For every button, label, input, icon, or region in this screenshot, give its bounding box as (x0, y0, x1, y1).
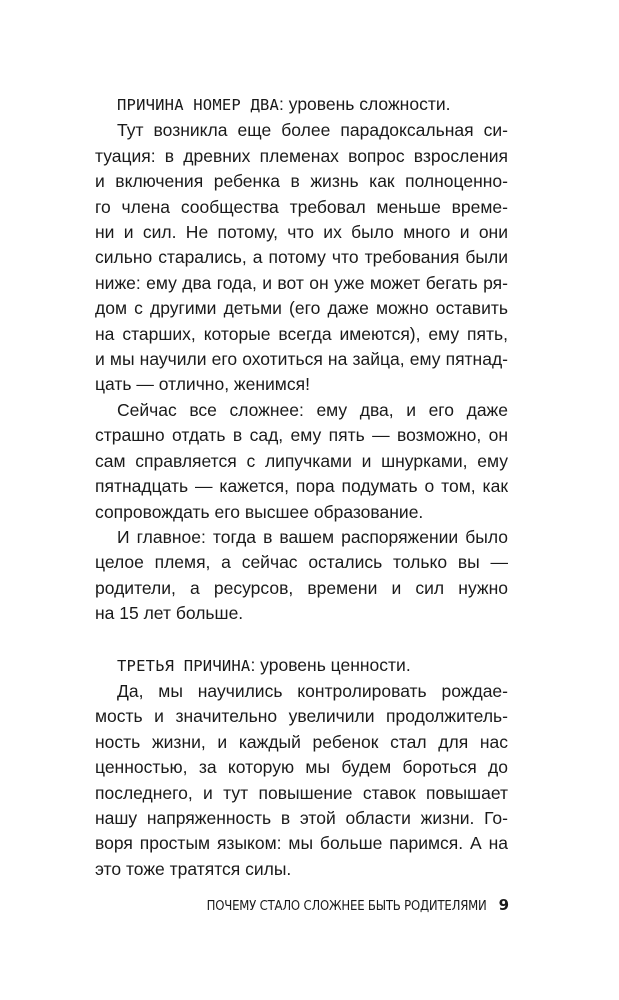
paragraph (95, 118, 508, 397)
text-line: ценностью, за которую мы будем бороться до (95, 757, 508, 778)
paragraph (95, 679, 508, 882)
text-line: целое племя, а сейчас остались только вы — (95, 552, 508, 573)
text-line: И главное: тогда в вашем распоряжении было (117, 526, 508, 547)
section-reason-three (95, 653, 508, 883)
text-column (95, 92, 508, 882)
text-line: го члена сообщества требовал меньше време- (95, 196, 508, 217)
text-line: Да, мы научились контролировать рождае- (117, 680, 508, 701)
text-line: сам справляется с липучками и шнурками, ему (95, 450, 508, 471)
text-line: Сейчас все сложнее: ему два, и его даже (117, 399, 508, 420)
text-line: на 15 лет больше. (95, 603, 244, 624)
text-line: ность жизни, и каждый ребенок стал для нас (95, 731, 508, 752)
text-line: и мы научили его охотиться на зайца, ему пятнад- (95, 349, 508, 370)
page-footer (207, 896, 509, 914)
text-line: на старших, которые всегда имеются), ему пять, (95, 323, 508, 344)
section-reason-two (95, 92, 508, 627)
text-line: Тут возникла еще более парадоксальная си- (117, 120, 508, 141)
text-line: нашу напряженность в этой области жизни. Го- (95, 807, 508, 828)
text-line: туация: в древних племенах вопрос взросления (95, 145, 508, 166)
text-line: это тоже тратятся силы. (95, 858, 292, 879)
heading-label: ПРИЧИНА НОМЕР ДВА (117, 96, 280, 114)
text-line: ни и сил. Не потому, что их было много и они (95, 222, 508, 243)
text-line: цать — отлично, женимся! (95, 374, 310, 395)
running-title: ПОЧЕМУ СТАЛО СЛОЖНЕЕ БЫТЬ РОДИТЕЛЯМИ (206, 899, 487, 914)
text-line: сильно старались, а потому что требования были (95, 247, 508, 268)
paragraph (95, 525, 508, 627)
section-heading (95, 92, 508, 118)
text-line: сопровождать его высшее образование. (95, 501, 424, 522)
text-line: пятнадцать — кажется, пора подумать о том, как (95, 476, 508, 497)
text-line: страшно отдать в сад, ему пять — возможно, он (95, 425, 508, 446)
text-line: воря простым языком: мы больше паримся. А на (95, 833, 508, 854)
text-line: и включения ребенка в жизнь как полноценно- (95, 171, 508, 192)
text-line: дом с другими детьми (его даже можно оставить (95, 298, 508, 319)
heading-label: ТРЕТЬЯ ПРИЧИНА (117, 656, 251, 675)
text-line: последнего, и тут повышение ставок повышает (95, 782, 508, 803)
heading-text: : уровень сложности. (279, 94, 451, 114)
page-number: 9 (498, 896, 509, 914)
text-line: мость и значительно увеличили продолжитель- (95, 706, 508, 727)
section-heading (95, 653, 508, 679)
text-line: ниже: ему два года, и вот он уже может бегать ря- (95, 272, 508, 293)
text-line: родители, а ресурсов, времени и сил нужно (95, 577, 508, 598)
paragraph (95, 398, 508, 525)
heading-text: : уровень ценности. (250, 654, 411, 675)
